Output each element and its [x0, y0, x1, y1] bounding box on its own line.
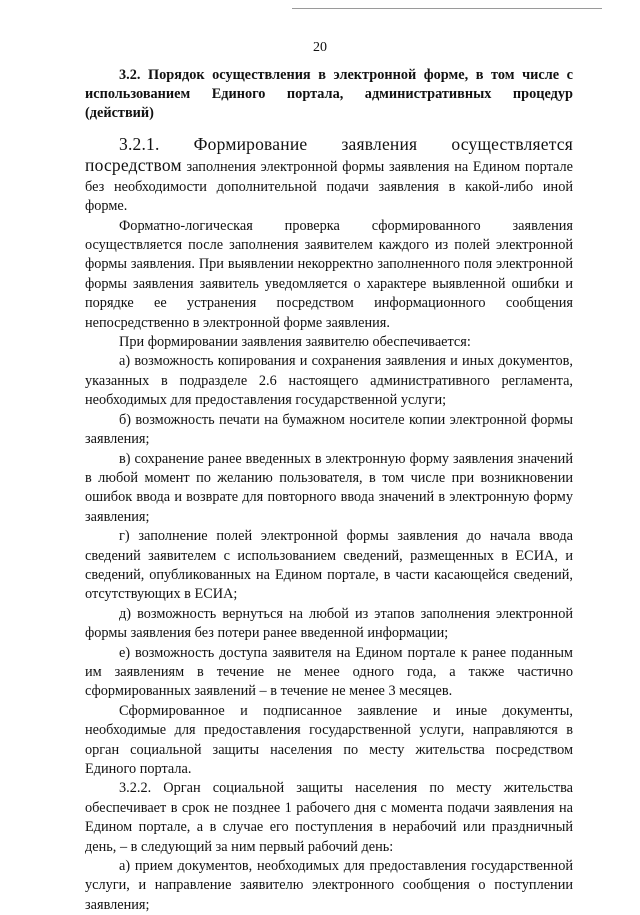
list-item-d: д) возможность вернуться на любой из этапов заполнения электронной формы заявления без потери ранее введенной информации; — [85, 605, 573, 642]
paragraph-rest: заполнения электронной формы заявления на Едином портале без необходимости дополнительной подачи заявления в какой-либо иной форме. — [85, 159, 573, 215]
document-body — [85, 66, 573, 915]
list-item-e: е) возможность доступа заявителя на Едином портале к ранее поданным им заявлениям в течение не менее одного года, а также частично сформированных заявлений – в течение не менее 3 месяцев. — [85, 644, 573, 700]
paragraph-provision-intro: При формировании заявления заявителю обеспечивается: — [119, 334, 471, 351]
list-item-a: а) возможность копирования и сохранения заявления и иных документов, указанных в подразделе 2.6 настоящего административного регламента, необходимых для предоставления государственной услуги; — [85, 353, 573, 409]
list-item-g: г) заполнение полей электронной формы заявления до начала ввода сведений заявителем с использованием сведений, размещенных в ЕСИА, и сведений, опубликованных на Едином портале, в части касающейся сведений, отсутствующих в ЕСИА; — [85, 528, 573, 603]
list-item-b: б) возможность печати на бумажном носителе копии электронной формы заявления; — [85, 411, 573, 448]
paragraph-format-check: Форматно-логическая проверка сформированного заявления осуществляется после заполнения заявителем каждого из полей электронной формы заявления. При выявлении некорректно заполненного поля электронной формы заявления заявитель уведомляется о характере выявленной ошибки и порядке ее устранения посредством информационного сообщения непосредственно в электронной форме заявления. — [85, 217, 573, 331]
paragraph-3-2-1 — [85, 135, 573, 217]
section-heading: 3.2. Порядок осуществления в электронной форме, в том числе с использованием Единого портала, административных процедур (действий) — [85, 67, 573, 121]
paragraph-3-2-2: 3.2.2. Орган социальной защиты населения по месту жительства обеспечивает в срок не позднее 1 рабочего дня с момента подачи заявления на Едином портале, а в случае его поступления в нерабочий или праздничный день, – в следующий за ним первый рабочий день: — [85, 780, 573, 855]
list-item-v: в) сохранение ранее введенных в электронную форму заявления значений в любой момент по желанию пользователя, в том числе при возникновении ошибок ввода и возврате для повторного ввода значений в электронную форму заявления; — [85, 450, 573, 525]
top-rule — [292, 8, 602, 9]
list-item-a-reception: а) прием документов, необходимых для предоставления государственной услуги, и направление заявителю электронного сообщения о поступлении заявления; — [85, 858, 573, 913]
paragraph-submission: Сформированное и подписанное заявление и иные документы, необходимые для предоставления государственной услуги, направляются в орган социальной защиты населения по месту жительства посредством Единого портала. — [85, 702, 573, 777]
paragraph-lead: 3.2.1. Формирование заявления осуществляется посредством — [85, 134, 573, 176]
page-number: 20 — [313, 40, 327, 55]
